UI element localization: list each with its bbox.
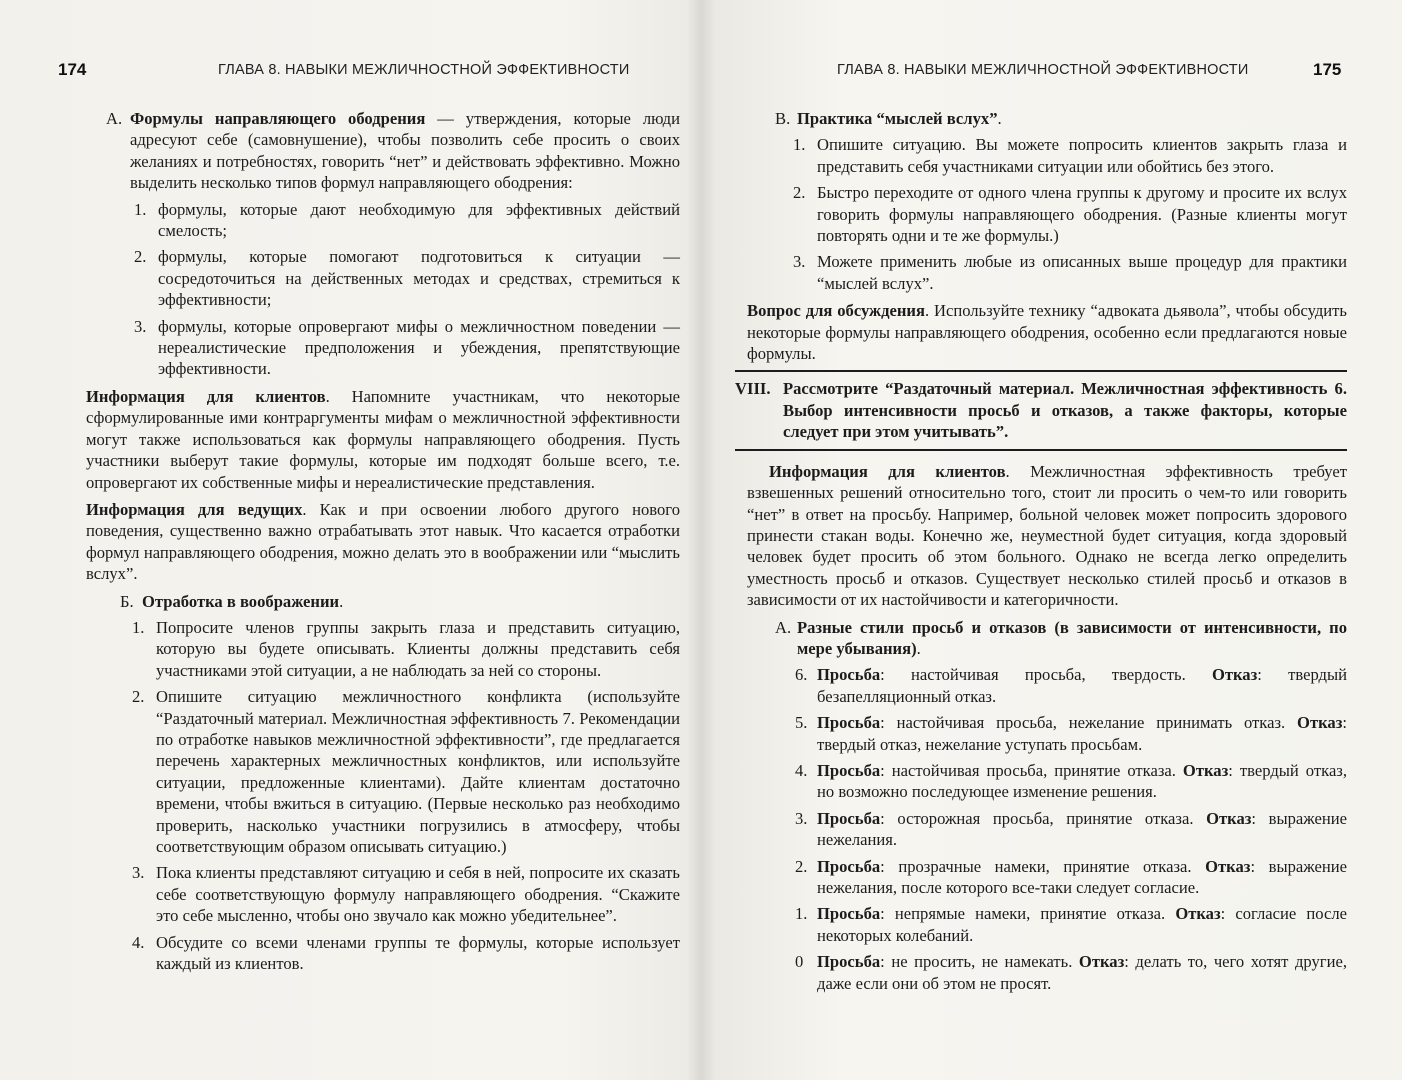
list-item: 2. Опишите ситуацию межличностного конфликта (используйте “Раздаточный материал. Межличностная эффективность 7. Рекомендации по отработке навыков межличностной эффективности”, где предлагается перечень характерных межличностных конфликтов, или используйте ситуации, предложенные клиентами). Дайте клиентам достаточно времени, чтобы вжиться в ситуацию. (Первые несколько раз необходимо проверить, насколько участники погрузились в атмосферу, чтобы соответствующим образом описывать ситуацию.) [132, 687, 680, 856]
right-page-body [735, 108, 1348, 999]
page-number: 175 [1313, 60, 1342, 79]
left-page [0, 0, 700, 1080]
section-label: А. [106, 109, 123, 128]
list-item: 4. Обсудите со всеми членами группы те формулы, которые использует каждый из клиентов. [132, 932, 680, 974]
list-item: 1. Попросите членов группы закрыть глаза и представить ситуацию, которую вы будете описывать. Клиенты должны представить себя участниками этой ситуации, а не наблюдать за ней со стороны. [132, 617, 680, 680]
left-page-body [86, 108, 680, 979]
list-item: 3. Просьба: осторожная просьба, принятие отказа. Отказ: выражение нежелания. [795, 808, 1348, 850]
list-item: 5. Просьба: настойчивая просьба, нежелание принимать отказ. Отказ: твердый отказ, нежелание уступать просьбам. [795, 713, 1348, 754]
running-head: ГЛАВА 8. НАВЫКИ МЕЖЛИЧНОСТНОЙ ЭФФЕКТИВНОСТИ [837, 62, 1249, 78]
list-item: 2. Быстро переходите от одного члена группы к другому и просите их вслух говорить формулы направляющего ободрения. (Разные клиенты могут повторять одни и те же формулы.) [793, 183, 1347, 246]
section-v: В. Практика “мыслей вслух”. [775, 109, 1002, 128]
list-item: 6. Просьба: настойчивая просьба, твердость. Отказ: твердый безапелляционный отказ. [795, 665, 1347, 706]
section-viii-box: VIII. Рассмотрите “Раздаточный материал. Межличностная эффективность 6. Выбор интенсивности просьб и отказов, а также факторы, которые следует при этом учитывать”. [735, 370, 1347, 450]
list-item: 1. Опишите ситуацию. Вы можете попросить клиентов закрыть глаза и представить себя участниками ситуации или обойтись без этого. [793, 135, 1347, 176]
section-b: Б. Отработка в воображении. [120, 591, 344, 611]
styles-list [747, 664, 1347, 994]
section-a-styles: А. Разные стили просьб и отказов (в зависимости от интенсивности, по мере убывания). [775, 617, 1347, 658]
section-text: — утверждения, которые люди адресуют себе (самовнушение), чтобы позволить себе просить о своих желаниях и потребностях, говорить “нет” и действовать эффективно. Можно выделить несколько типов формул направляющего ободрения: [130, 109, 680, 193]
imagination-steps-list [86, 617, 680, 975]
formula-types-list [86, 199, 680, 380]
section-title: Формулы направляющего ободрения [130, 109, 426, 128]
list-item: 2. формулы, которые помогают подготовиться к ситуации — сосредоточиться на действенных методах и средствах, стремиться к эффективности; [134, 247, 680, 310]
list-item: 4. Просьба: настойчивая просьба, принятие отказа. Отказ: твердый отказ, но возможно последующее изменение решения. [795, 760, 1348, 802]
right-page [701, 0, 1402, 1080]
list-item: 0 Просьба: не просить, не намекать. Отказ: делать то, чего хотят другие, даже если они об этом не просят. [795, 952, 1347, 993]
list-item: 1. формулы, которые дают необходимую для эффективных действий смелость; [134, 199, 680, 241]
list-item: 3. формулы, которые опровергают мифы о межличностном поведении — нереалистические предположения и убеждения, препятствующие эффективности. [134, 316, 680, 379]
running-head: ГЛАВА 8. НАВЫКИ МЕЖЛИЧНОСТНОЙ ЭФФЕКТИВНОСТИ [218, 62, 630, 78]
section-a [86, 108, 680, 194]
list-item: 1. Просьба: непрямые намеки, принятие отказа. Отказ: согласие после некоторых колебаний. [795, 904, 1347, 945]
info-clients-paragraph: Информация для клиентов. Напомните участникам, что некоторые сформулированные ими контраргументы мифам о межличностной эффективности могут также использоваться как формулы направляющего ободрения. Пусть участники выберут такие формулы, которые им подходят больше всего, т.е. опровергают их собственные мифы и нереалистические представления. [86, 386, 681, 492]
info-leaders-paragraph: Информация для ведущих. Как и при освоении любого другого нового поведения, существенно важно отрабатывать этот навык. Что касается отработки формул направляющего ободрения, можно делать это в воображении или “мыслить вслух”. [86, 499, 680, 584]
practice-list [747, 134, 1347, 294]
discussion-question: Вопрос для обсуждения. Используйте технику “адвоката дьявола”, чтобы обсудить некоторые формулы направляющего ободрения, особенно если предлагаются новые формулы. [747, 301, 1347, 364]
list-item: 2. Просьба: прозрачные намеки, принятие отказа. Отказ: выражение нежелания, после которого все-таки следует согласие. [795, 856, 1347, 897]
page-number: 174 [58, 60, 87, 79]
list-item: 3. Можете применить любые из описанных выше процедур для практики “мыслей вслух”. [793, 252, 1347, 293]
info-clients-paragraph: Информация для клиентов. Межличностная эффективность требует взвешенных решений относительно того, стоит ли просить о чем-то или говорить “нет” в ответ на просьбу. Например, больной человек может попросить здорового принести стакан воды. Конечно же, неуместной будет ситуация, когда здоровый человек будет просить об этом больного. Однако не всегда легко определить уместность просьб и отказов. Существует несколько стилей просьб и отказов в зависимости от их настойчивости и категоричности. [747, 461, 1347, 610]
list-item: 3. Пока клиенты представляют ситуацию и себя в ней, попросите их сказать себе соответствующую формулу направляющего ободрения. “Скажите это себе мысленно, чтобы оно звучало как можно убедительнее”. [132, 863, 680, 926]
